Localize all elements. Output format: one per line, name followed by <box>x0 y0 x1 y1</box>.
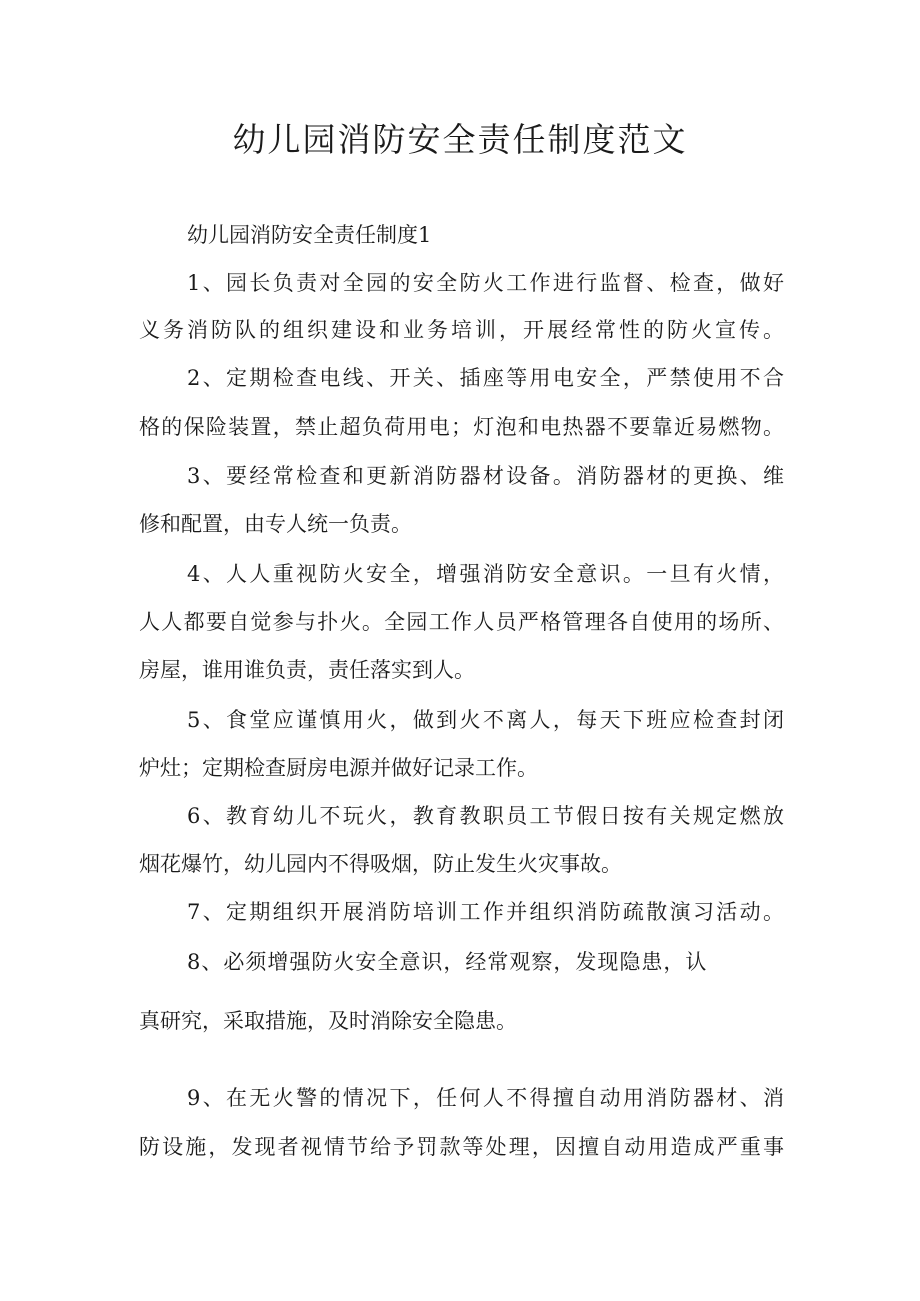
paragraph-line: 人人都要自觉参与扑火。全园工作人员严格管理各自使用的场所、 <box>139 610 784 634</box>
paragraph-line: 8、必须增强防火安全意识，经常观察，发现隐患，认 <box>187 950 708 974</box>
paragraph-line: 5、食堂应谨慎用火，做到火不离人，每天下班应检查封闭 <box>187 708 784 732</box>
paragraph-line: 9、在无火警的情况下，任何人不得擅自动用消防器材、消 <box>187 1086 784 1110</box>
paragraph-line: 烟花爆竹，幼儿园内不得吸烟，防止发生火灾事故。 <box>139 852 622 876</box>
paragraph-line: 炉灶；定期检查厨房电源并做好记录工作。 <box>139 756 538 780</box>
paragraph-line: 格的保险装置，禁止超负荷用电；灯泡和电热器不要靠近易燃物。 <box>139 415 784 439</box>
paragraph-line: 4、人人重视防火安全，增强消防安全意识。一旦有火情， <box>187 562 784 586</box>
paragraph-line: 义务消防队的组织建设和业务培训，开展经常性的防火宣传。 <box>139 318 784 342</box>
paragraph-line: 修和配置，由专人统一负责。 <box>139 512 412 536</box>
section-heading: 幼儿园消防安全责任制度1 <box>187 223 432 247</box>
paragraph-line: 3、要经常检查和更新消防器材设备。消防器材的更换、维 <box>187 464 784 488</box>
paragraph-line: 2、定期检查电线、开关、插座等用电安全，严禁使用不合 <box>187 366 784 390</box>
paragraph-line: 6、教育幼儿不玩火，教育教职员工节假日按有关规定燃放 <box>187 804 784 828</box>
paragraph-line: 1、园长负责对全园的安全防火工作进行监督、检查，做好 <box>187 271 784 295</box>
page-title: 幼儿园消防安全责任制度范文 <box>232 120 688 159</box>
paragraph-line: 真研究，采取措施，及时消除安全隐患。 <box>139 1009 517 1033</box>
paragraph-line: 防设施，发现者视情节给予罚款等处理，因擅自动用造成严重事 <box>139 1135 784 1159</box>
paragraph-line: 7、定期组织开展消防培训工作并组织消防疏散演习活动。 <box>187 900 784 924</box>
paragraph-line: 房屋，谁用谁负责，责任落实到人。 <box>139 658 475 682</box>
